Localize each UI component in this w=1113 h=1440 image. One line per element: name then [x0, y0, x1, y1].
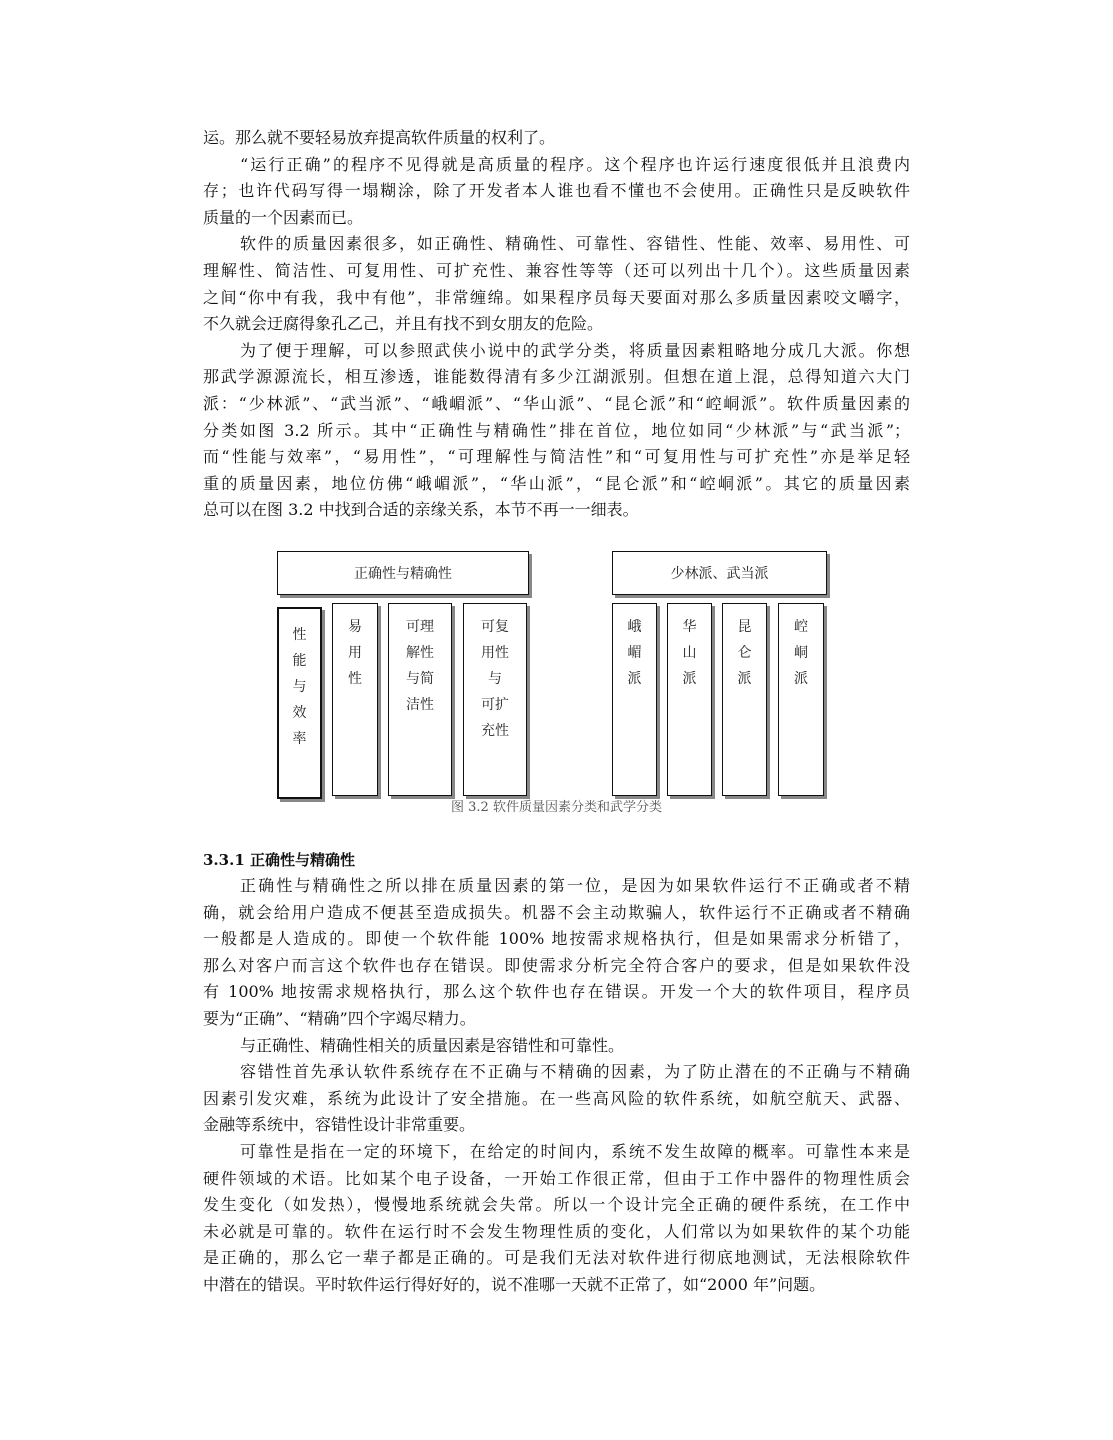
- figure-box-text: 与简: [406, 671, 434, 687]
- paragraph-line: 那么对客户而言这个软件也存在错误。即使需求分析完全符合客户的要求，但是如果软件没: [203, 955, 910, 975]
- figure-box-text: 性: [292, 627, 307, 643]
- figure-box-text: 可扩: [481, 697, 509, 713]
- figure-box-text: 用性: [481, 645, 509, 661]
- figure-box-column: [667, 603, 712, 796]
- paragraph-line: 确，就会给用户造成不便甚至造成损失。机器不会主动欺骗人，软件运行不正确或者不精确: [203, 902, 910, 922]
- paragraph-line: 容错性首先承认软件系统存在不正确与不精确的因素，为了防止潜在的不正确与不精确: [240, 1062, 910, 1082]
- figure-box-column: [612, 603, 657, 796]
- figure-box-text: 山: [682, 645, 697, 661]
- figure-box-text: 充性: [481, 723, 509, 739]
- paragraph-line: 总可以在图 3.2 中找到合适的亲缘关系，本节不再一一细表。: [203, 500, 639, 520]
- figure-box-text: 可理: [406, 619, 434, 635]
- paragraph-line: 理解性、简洁性、可复用性、可扩充性、兼容性等等（还可以列出十几个）。这些质量因素: [203, 261, 910, 280]
- figure-box-text: 解性: [406, 645, 434, 661]
- figure-box-text: 派: [794, 671, 808, 687]
- figure-box-column: [332, 603, 378, 796]
- section-heading: 3.3.1 正确性与精确性: [203, 851, 355, 869]
- figure-box-text: 派: [737, 671, 752, 687]
- figure-box-column: [463, 603, 527, 796]
- figure-box-text: 峨: [627, 619, 642, 635]
- paragraph-line: 为了便于理解，可以参照武侠小说中的武学分类，将质量因素粗略地分成几大派。你想: [240, 340, 910, 360]
- figure-box-column: [277, 607, 322, 799]
- figure-box-top-left: [277, 551, 529, 595]
- figure-box-top-right: [612, 551, 827, 595]
- paragraph-line: 不久就会迂腐得象孔乙己，并且有找不到女朋友的危险。: [203, 314, 604, 334]
- paragraph-line: 金融等系统中，容错性设计非常重要。: [203, 1115, 476, 1135]
- paragraph-line: 重的质量因素，地位仿佛“峨嵋派”，“华山派”，“昆仑派”和“崆峒派”。其它的质量因素: [203, 473, 910, 493]
- figure-box-column: [722, 603, 767, 796]
- figure-box-text: 华: [682, 619, 697, 635]
- figure-box-text: 崆: [794, 619, 808, 635]
- figure-box-text: 峒: [794, 645, 808, 661]
- paragraph-line: 运。那么就不要轻易放弃提高软件质量的权利了。: [203, 128, 556, 147]
- paragraph-line: 是正确的，那么它一辈子都是正确的。可是我们无法对软件进行彻底地测试，无法根除软件: [203, 1248, 910, 1268]
- figure-box-text: 易: [348, 619, 362, 635]
- paragraph-line: 分类如图 3.2 所示。其中“正确性与精确性”排在首位，地位如同“少林派”与“武当派”；: [203, 420, 910, 440]
- figure-box-text: 可复: [481, 619, 509, 635]
- paragraph-line: 质量的一个因素而已。: [203, 207, 364, 227]
- figure-box-text: 能: [292, 653, 307, 669]
- figure-box-label: 正确性与精确性: [354, 566, 452, 582]
- figure-box-text: 性: [348, 671, 362, 687]
- paragraph-line: “运行正确”的程序不见得就是高质量的程序。这个程序也许运行速度很低并且浪费内: [240, 154, 910, 174]
- figure-box-column: [388, 603, 452, 796]
- paragraph-line: 发生变化（如发热），慢慢地系统就会失常。所以一个设计完全正确的硬件系统，在工作中: [203, 1195, 910, 1215]
- figure-box-text: 用: [348, 645, 362, 661]
- figure-box-text: 仑: [737, 645, 752, 661]
- paragraph-line: 有 100% 地按需求规格执行，那么这个软件也存在错误。开发一个大的软件项目，程序员: [203, 982, 910, 1002]
- figure-box-text: 派: [627, 671, 642, 687]
- paragraph-line: 正确性与精确性之所以排在质量因素的第一位，是因为如果软件运行不正确或者不精: [240, 876, 910, 895]
- figure-box-text: 洁性: [406, 697, 434, 713]
- paragraph-line: 因素引发灾难，系统为此设计了安全措施。在一些高风险的软件系统，如航空航天、武器、: [203, 1088, 910, 1108]
- figure-box-text: 嵋: [627, 645, 642, 661]
- paragraph-line: 而“性能与效率”，“易用性”，“可理解性与简洁性”和“可复用性与可扩充性”亦是举足轻: [203, 447, 910, 467]
- paragraph-line: 中潜在的错误。平时软件运行得好好的，说不准哪一天就不正常了，如“2000 年”问题。: [203, 1275, 826, 1294]
- figure-caption: 图 3.2 软件质量因素分类和武学分类: [451, 800, 662, 815]
- paragraph-line: 软件的质量因素很多，如正确性、精确性、可靠性、容错性、性能、效率、易用性、可: [240, 234, 910, 254]
- figure-box-text: 率: [292, 731, 307, 747]
- paragraph-line: 可靠性是指在一定的环境下，在给定的时间内，系统不发生故障的概率。可靠性本来是: [240, 1142, 910, 1161]
- figure-box-text: 效: [292, 705, 307, 721]
- figure-box-column: [778, 603, 824, 796]
- paragraph-line: 派：“少林派”、“武当派”、“峨嵋派”、“华山派”、“昆仑派”和“崆峒派”。软件质量因素的: [203, 394, 910, 413]
- figure-box-text: 派: [682, 671, 697, 687]
- figure-box-text: 昆: [737, 619, 752, 635]
- paragraph-line: 要为“正确”、“精确”四个字竭尽精力。: [203, 1009, 476, 1028]
- paragraph-line: 与正确性、精确性相关的质量因素是容错性和可靠性。: [240, 1035, 625, 1055]
- paragraph-line: 之间“你中有我，我中有他”，非常缠绵。如果程序员每天要面对那么多质量因素咬文嚼字，: [203, 287, 910, 307]
- paragraph-line: 一般都是人造成的。即使一个软件能 100% 地按需求规格执行，但是如果需求分析错了，: [203, 929, 910, 949]
- paragraph-line: 那武学源源流长，相互渗透，谁能数得清有多少江湖派别。但想在道上混，总得知道六大门: [203, 367, 910, 387]
- figure-box-text: 与: [292, 679, 307, 695]
- paragraph-line: 存；也许代码写得一塌糊涂，除了开发者本人谁也看不懂也不会使用。正确性只是反映软件: [203, 181, 910, 201]
- paragraph-line: 未必就是可靠的。软件在运行时不会发生物理性质的变化，人们常以为如果软件的某个功能: [203, 1221, 910, 1241]
- paragraph-line: 硬件领域的术语。比如某个电子设备，一开始工作很正常，但由于工作中器件的物理性质会: [203, 1168, 910, 1188]
- figure-box-text: 与: [488, 671, 502, 687]
- figure-box-label: 少林派、武当派: [670, 566, 769, 582]
